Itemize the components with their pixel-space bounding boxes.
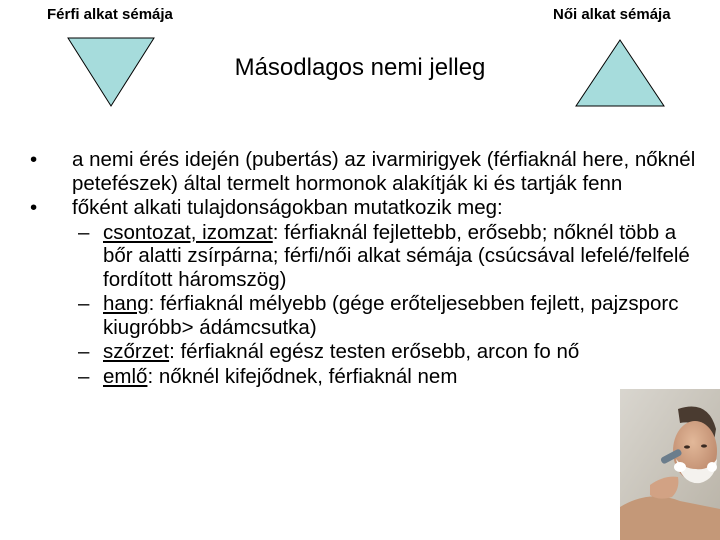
slide-title: Másodlagos nemi jelleg <box>234 54 486 81</box>
sub-text: : férfiaknál egész testen erősebb, arcon fo nő <box>169 340 580 363</box>
sub-item <box>30 365 710 389</box>
sub-term: hang <box>103 292 149 315</box>
bullet-item <box>30 148 710 195</box>
bullet-icon: • <box>30 148 38 171</box>
photo-illustration <box>620 389 720 540</box>
female-schema-label: Női alkat sémája <box>553 6 671 23</box>
dash-icon: – <box>78 364 90 388</box>
sub-text: : férfiaknál mélyebb (gége erőteljesebben fejlett, pajzsporc kiugróbb> ádámcsutka) <box>103 292 679 339</box>
dash-icon: – <box>78 220 90 244</box>
bullet-item <box>30 196 710 220</box>
bullet-text: főként alkati tulajdonságokban mutatkozik meg: <box>72 196 503 219</box>
sub-term: emlő <box>103 364 148 388</box>
bullet-text: a nemi érés idején (pubertás) az ivarmirigyek (férfiaknál here, nőknél petefészek) által termelt hormonok alakítják ki és tartják fenn <box>72 148 696 195</box>
sub-item <box>30 340 710 364</box>
shaving-man-photo <box>620 389 720 540</box>
dash-icon: – <box>78 340 90 363</box>
sub-item <box>30 292 710 339</box>
content-body <box>30 148 710 389</box>
bullet-icon: • <box>30 196 38 219</box>
sub-term: csontozat, izomzat <box>103 220 273 244</box>
dash-icon: – <box>78 292 90 315</box>
sub-text: : férfiaknál fejlettebb, erősebb; nőknél több a bőr alatti zsírpárna; férfi/női alkat sémája (csúcsával lefelé/felfelé fordított háromszög) <box>103 220 690 291</box>
sub-term: szőrzet <box>103 340 170 363</box>
male-schema-label: Férfi alkat sémája <box>47 6 173 23</box>
sub-item <box>30 221 710 292</box>
sub-text: : nőknél kifejődnek, férfiaknál nem <box>147 364 458 388</box>
